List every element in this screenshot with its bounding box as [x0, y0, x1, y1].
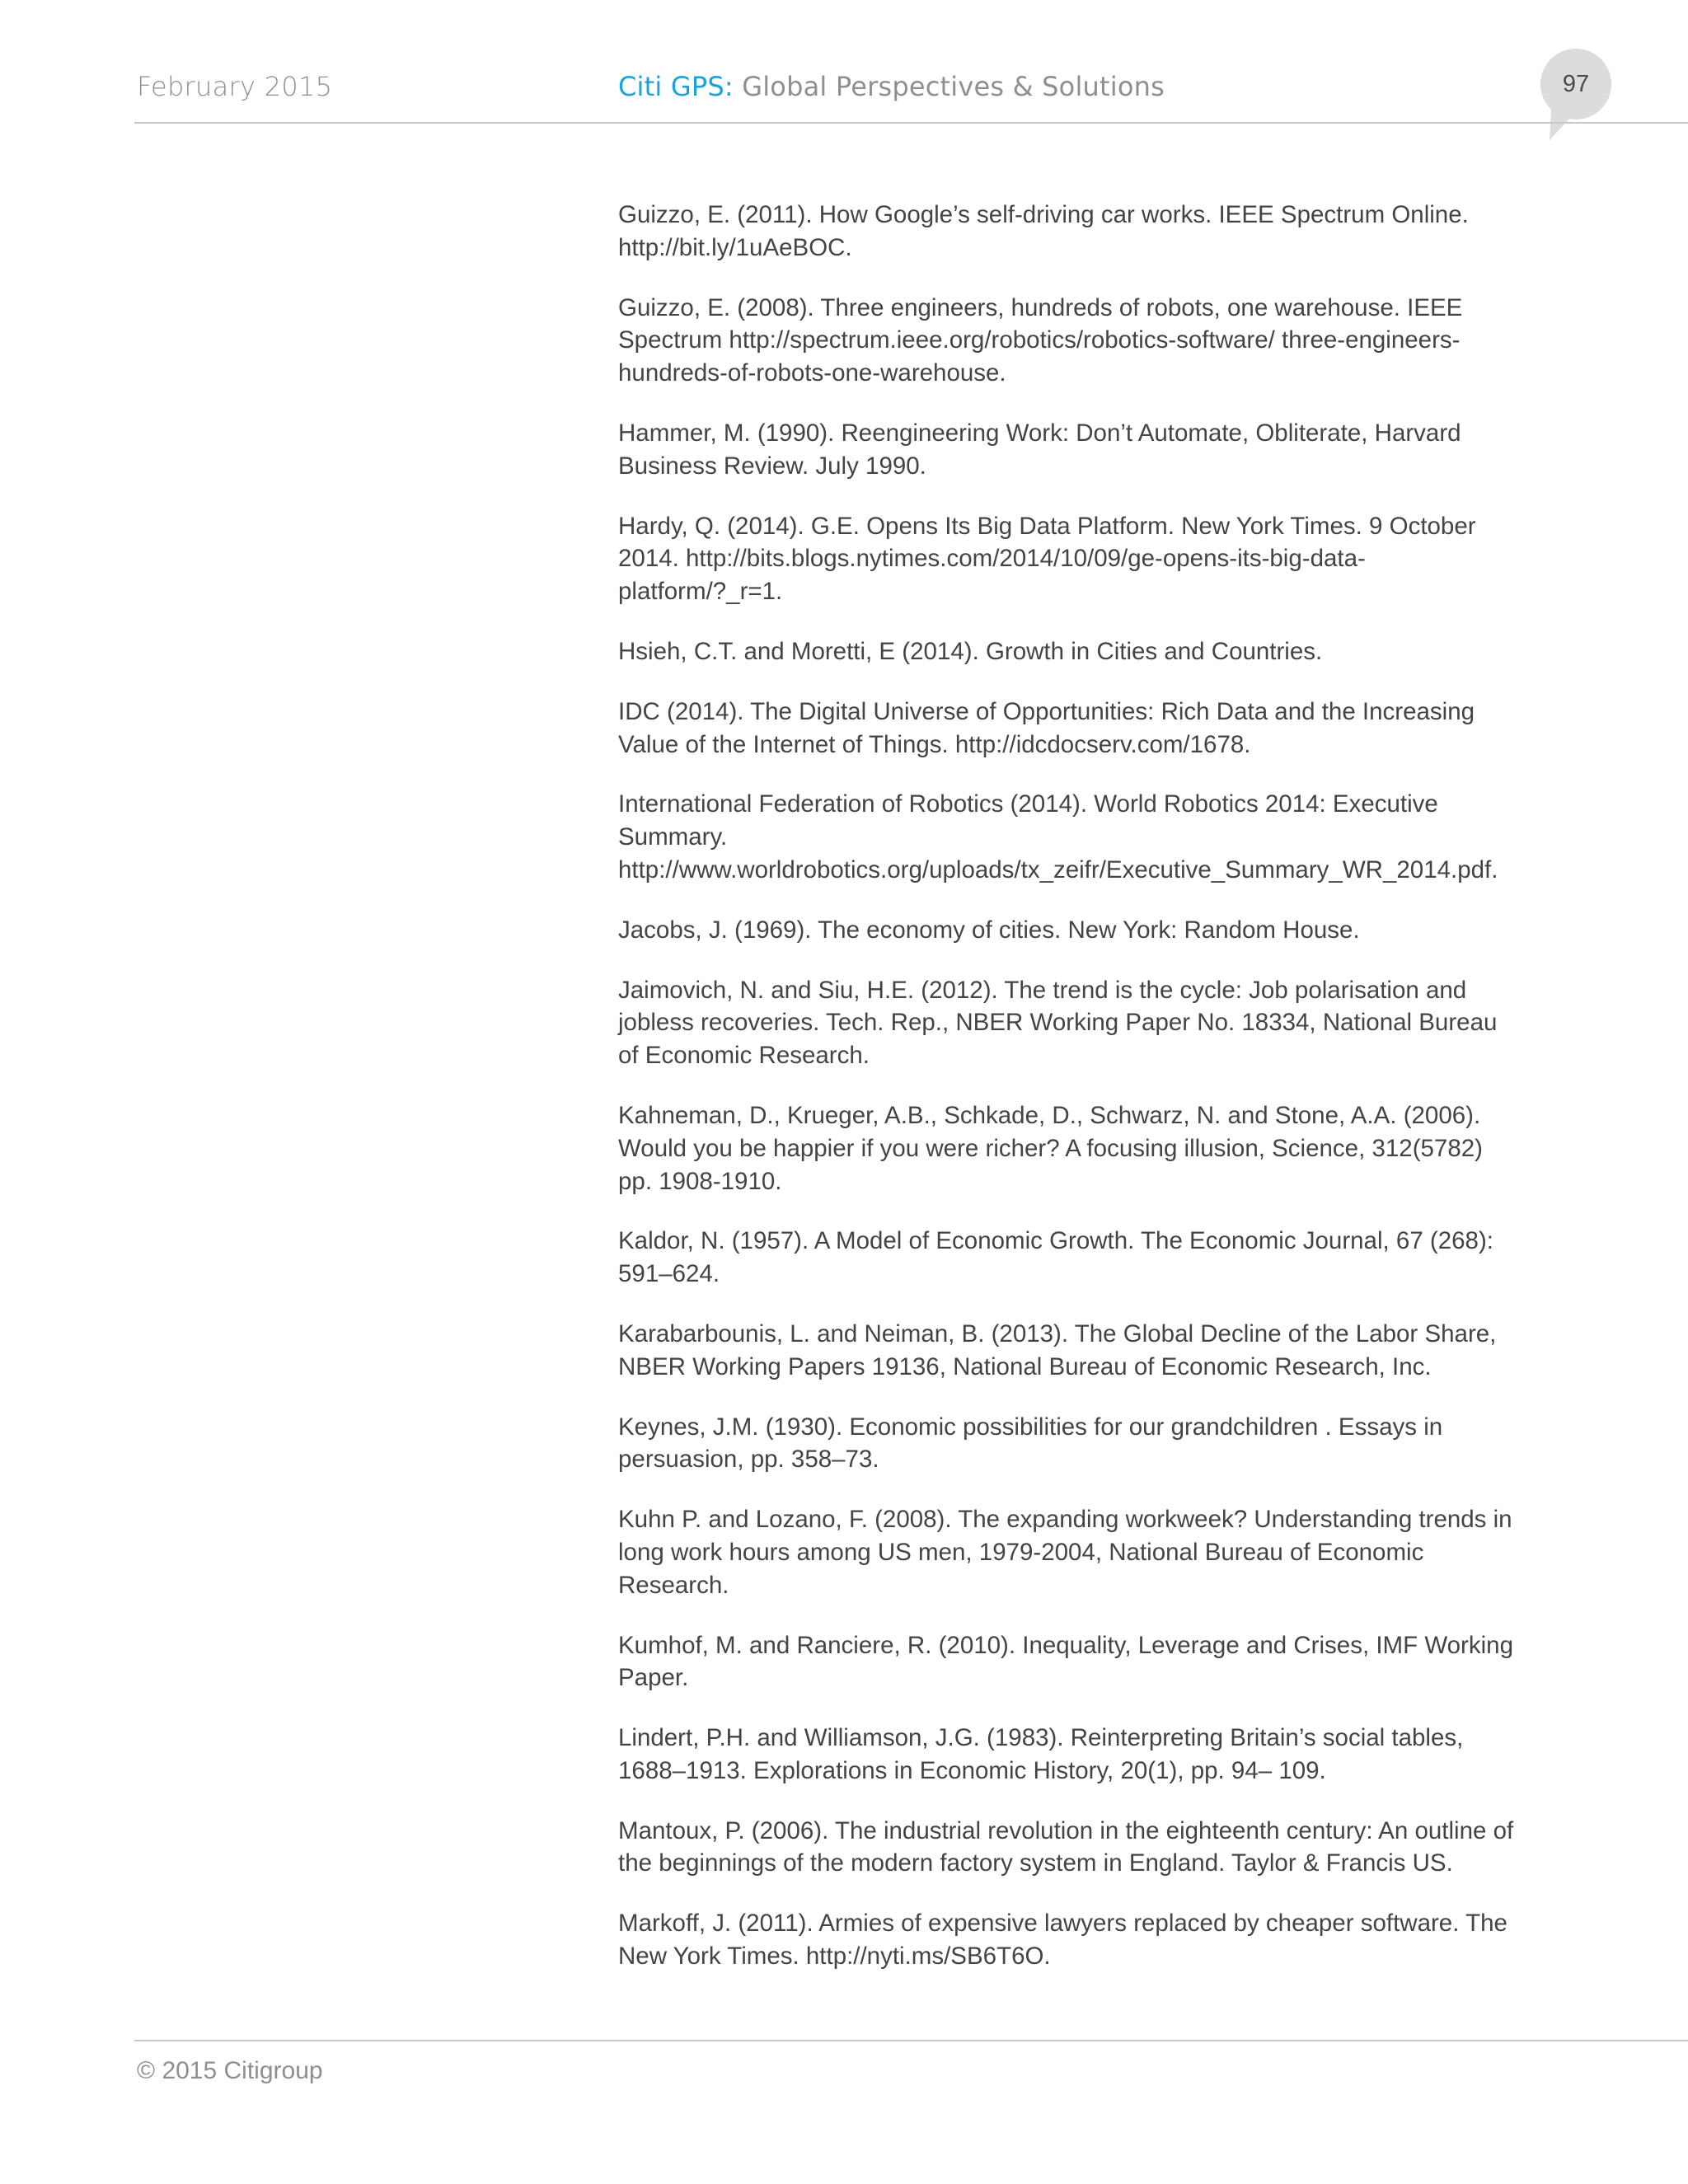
reference-line: Kaldor, N. (1957). A Model of Economic Growth. The Economic Journal, 67 (268):: [618, 1227, 1493, 1255]
reference-line: jobless recoveries. Tech. Rep., NBER Working Paper No. 18334, National Bureau: [618, 1009, 1498, 1037]
reference-line: Hammer, M. (1990). Reengineering Work: Don’t Automate, Obliterate, Harvard: [618, 419, 1461, 447]
publication-title: [618, 71, 1165, 102]
reference-entry: [618, 1099, 1541, 1197]
reference-line: Guizzo, E. (2011). How Google’s self-driving car works. IEEE Spectrum Online.: [618, 201, 1469, 228]
reference-line: Jaimovich, N. and Siu, H.E. (2012). The trend is the cycle: Job polarisation and: [618, 976, 1467, 1004]
reference-line: Summary.: [618, 823, 728, 851]
reference-line: Spectrum http://spectrum.ieee.org/robotics/robotics-software/ three-engineers-: [618, 326, 1461, 354]
reference-line: 1688–1913. Explorations in Economic History, 20(1), pp. 94– 109.: [618, 1756, 1326, 1784]
publication-subtitle: Global Perspectives & Solutions: [733, 71, 1165, 102]
reference-list: [618, 199, 1541, 2000]
page-number: 97: [1562, 71, 1590, 97]
reference-entry: [618, 417, 1541, 483]
reference-entry: [618, 635, 1541, 668]
reference-line: Value of the Internet of Things. http://idcdocserv.com/1678.: [618, 730, 1251, 758]
reference-line: Kahneman, D., Krueger, A.B., Schkade, D., Schwarz, N. and Stone, A.A. (2006).: [618, 1101, 1481, 1129]
reference-line: http://www.worldrobotics.org/uploads/tx_zeifr/Executive_Summary_WR_2014.pdf.: [618, 855, 1498, 883]
reference-line: NBER Working Papers 19136, National Bureau of Economic Research, Inc.: [618, 1352, 1432, 1380]
reference-entry: [618, 1318, 1541, 1384]
reference-entry: [618, 1815, 1541, 1881]
reference-line: Markoff, J. (2011). Armies of expensive lawyers replaced by cheaper software. The: [618, 1910, 1507, 1938]
reference-line: of Economic Research.: [618, 1042, 870, 1070]
reference-line: platform/?_r=1.: [618, 578, 783, 606]
reference-line: Keynes, J.M. (1930). Economic possibilities for our grandchildren . Essays in: [618, 1413, 1443, 1441]
reference-entry: [618, 1503, 1541, 1601]
reference-entry: [618, 1722, 1541, 1788]
reference-line: Paper.: [618, 1664, 689, 1692]
reference-entry: [618, 292, 1541, 390]
reference-line: http://bit.ly/1uAeBOC.: [618, 233, 852, 261]
reference-entry: [618, 696, 1541, 762]
reference-entry: [618, 1411, 1541, 1477]
reference-entry: [618, 788, 1541, 886]
reference-entry: [618, 914, 1541, 947]
reference-line: New York Times. http://nyti.ms/SB6T6O.: [618, 1943, 1051, 1971]
reference-line: Mantoux, P. (2006). The industrial revolution in the eighteenth century: An outline of: [618, 1816, 1514, 1844]
reference-line: Jacobs, J. (1969). The economy of cities. New York: Random House.: [618, 916, 1360, 944]
reference-line: IDC (2014). The Digital Universe of Opportunities: Rich Data and the Increasing: [618, 697, 1475, 725]
brand-name: Citi GPS:: [618, 71, 734, 102]
reference-line: long work hours among US men, 1979-2004, National Bureau of Economic: [618, 1538, 1424, 1566]
reference-line: 2014. http://bits.blogs.nytimes.com/2014/10/09/ge-opens-its-big-data-: [618, 545, 1366, 573]
reference-entry: [618, 199, 1541, 265]
reference-line: Kumhof, M. and Ranciere, R. (2010). Inequality, Leverage and Crises, IMF Working: [618, 1631, 1513, 1659]
reference-line: Hsieh, C.T. and Moretti, E (2014). Growth in Cities and Countries.: [618, 637, 1323, 665]
page-number-badge: [1540, 48, 1612, 120]
reference-entry: [618, 1629, 1541, 1695]
reference-line: International Federation of Robotics (2014). World Robotics 2014: Executive: [618, 790, 1438, 818]
reference-line: Kuhn P. and Lozano, F. (2008). The expanding workweek? Understanding trends in: [618, 1506, 1512, 1534]
reference-line: Guizzo, E. (2008). Three engineers, hundreds of robots, one warehouse. IEEE: [618, 293, 1463, 321]
header-date: February 2015: [137, 71, 333, 102]
reference-entry: [618, 1225, 1541, 1291]
reference-line: the beginnings of the modern factory system in England. Taylor & Francis US.: [618, 1849, 1453, 1877]
reference-entry: [618, 974, 1541, 1072]
reference-entry: [618, 1907, 1541, 1973]
reference-line: Would you be happier if you were richer? A focusing illusion, Science, 312(5782): [618, 1134, 1483, 1162]
copyright-notice: © 2015 Citigroup: [137, 2057, 323, 2084]
reference-line: 591–624.: [618, 1260, 720, 1288]
reference-line: Karabarbounis, L. and Neiman, B. (2013). The Global Decline of the Labor Share,: [618, 1319, 1497, 1347]
reference-line: Business Review. July 1990.: [618, 452, 926, 480]
header-divider: [134, 122, 1688, 124]
reference-line: Research.: [618, 1571, 729, 1599]
reference-entry: [618, 510, 1541, 608]
footer-divider: [134, 2040, 1688, 2041]
reference-line: Lindert, P.H. and Williamson, J.G. (1983). Reinterpreting Britain’s social tables,: [618, 1724, 1464, 1752]
reference-line: hundreds-of-robots-one-warehouse.: [618, 359, 1006, 387]
reference-line: pp. 1908-1910.: [618, 1167, 782, 1195]
reference-line: Hardy, Q. (2014). G.E. Opens Its Big Data Platform. New York Times. 9 October: [618, 512, 1476, 540]
reference-line: persuasion, pp. 358–73.: [618, 1446, 879, 1474]
